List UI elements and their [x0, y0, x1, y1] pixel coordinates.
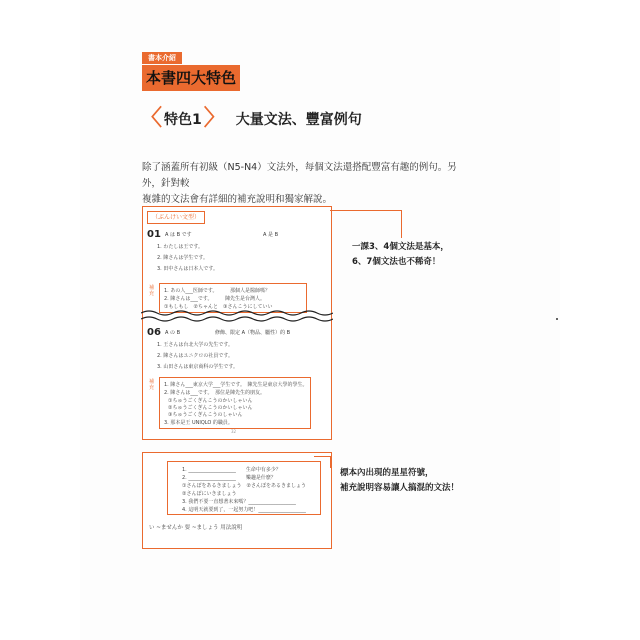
example-sentence: 3. 山田さんは東京商科の学生です。 [157, 364, 238, 370]
example-sentence: 2. 陳さんは学生です。 [157, 255, 208, 261]
intro-line: 複雜的文法會有詳細的補充說明和獨家解說。 [142, 194, 333, 205]
supplement-line: ①もしもし ②ちゃんと ③さんこうにしていい [164, 304, 273, 310]
example-sentence: 2. 陳さんはユニクロの社員です。 [157, 353, 233, 359]
connector-line [401, 210, 403, 238]
feature-close-bracket: 〉 [203, 106, 226, 131]
section-title-tag: 本書四大特色 [142, 65, 240, 91]
book-sample-page [142, 206, 332, 440]
intro-line: 除了涵蓋所有初級（N5-N4）文法外，每個文法還搭配豐富有趣的例句。另外，針對較 [142, 162, 457, 189]
grammar-meaning: 修飾、限定 A（物品、屬性）的 B [215, 330, 291, 336]
supplement-line: ①ちゅうごくぎんこうのかいしゃいん [168, 398, 253, 404]
lesson-header-label: （ぶんけい文型） [147, 211, 205, 224]
supplement-line: 4. 這明天就要到了，一起努力吧！___________________ [182, 507, 306, 513]
supplement-label: 補充 [149, 285, 155, 297]
page-number: 32 [231, 429, 237, 434]
connector-line [330, 456, 332, 468]
feature-description: 大量文法、豐富例句 [235, 112, 362, 128]
supplement-box [167, 461, 321, 515]
stray-dot [556, 318, 558, 320]
grammar-meaning: A 是 B [263, 232, 279, 238]
book-sample-page-2 [142, 452, 332, 549]
supplement-label: 補充 [149, 379, 155, 391]
supplement-line: 2. 陳さんは___です。 那位是陳先生的朋友。 [164, 390, 265, 396]
example-sentence: 1. わたしは王です。 [157, 244, 203, 250]
callout-line: 補充說明容易讓人搞混的文法！ [340, 483, 460, 493]
supplement-box [159, 377, 311, 429]
grammar-pattern: A の B [165, 330, 181, 336]
supplement-line: ③ちゅうごくぎんこうのしゃいん [168, 412, 243, 418]
supplement-line: 3. 我們不要一直想著未來嗎？___________________ [182, 499, 296, 505]
callout-note-1 [352, 240, 449, 270]
callout-line: 6、7個文法也不稀奇！ [352, 257, 441, 267]
supplement-line: 1. あの人___医師です。 那個人是醫師嗎？ [164, 288, 270, 294]
grammar-number: 06 [147, 327, 161, 338]
callout-line: 標本內出現的星星符號， [340, 468, 434, 478]
supplement-line: ②ちゅうごくぎんこうのかいしゃいん [168, 405, 253, 411]
grammar-number: 01 [147, 229, 161, 240]
supplement-line: 3. 那本是王 UNIQLO 的職員。 [164, 420, 233, 426]
example-sentence: 3. 田中さんは日本人です。 [157, 266, 218, 272]
connector-line [330, 210, 402, 212]
supplement-line: 2. ___________________ 樂趣是什麼？ [182, 475, 276, 481]
supplement-line: ①さんぽをあるきましょう ②さんぽをあるきましょう [182, 483, 306, 489]
callout-line: 一課3、4個文法是基本， [352, 242, 449, 252]
feature-heading [140, 106, 362, 132]
supplement-line: 1. ___________________ 生命中有多少？ [182, 467, 281, 473]
supplement-line: 1. 陳さん___東京大学___学生です。 陳先生是東京大學的學生。 [164, 382, 308, 388]
intro-paragraph [142, 160, 472, 208]
feature-open-bracket: 〈 [140, 106, 163, 131]
callout-note-2 [340, 466, 459, 496]
usage-footer: い ~ませんか 要 ~ましょう 用法說明 [149, 525, 243, 531]
feature-label: 特色1 [164, 112, 202, 128]
grammar-pattern: A は B です [165, 232, 192, 238]
supplement-line: 2. 陳さんは___です。 陳先生是台灣人。 [164, 296, 265, 302]
page-break-wave [141, 309, 333, 323]
example-sentence: 1. 王さんは台北大学の先生です。 [157, 342, 233, 348]
connector-line [314, 456, 330, 458]
supplement-line: ②さんぽにいきましょう [182, 491, 237, 497]
section-small-tag: 書本介紹 [142, 52, 182, 64]
